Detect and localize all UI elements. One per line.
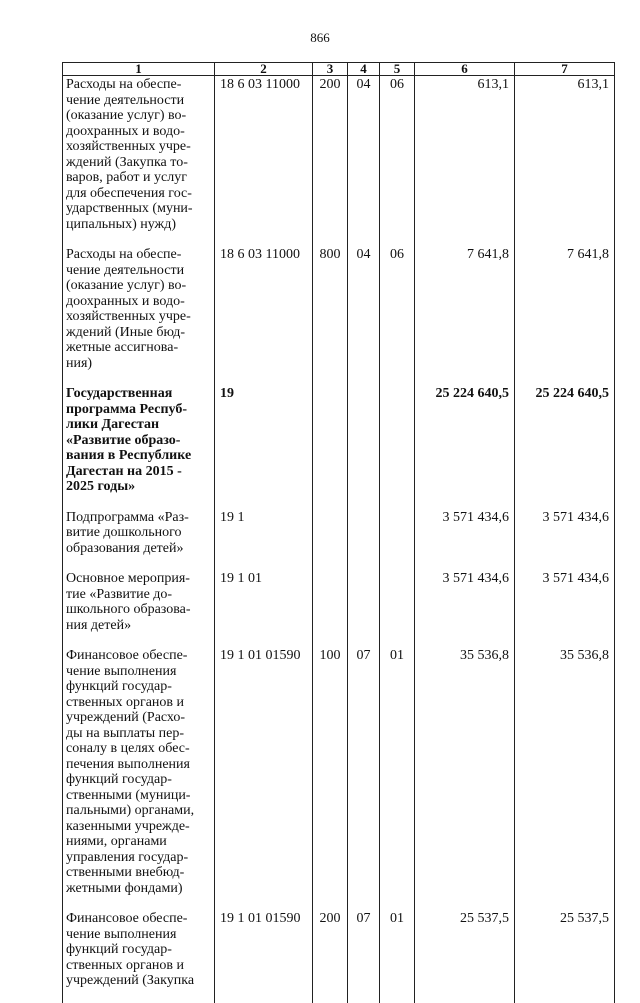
description-line: ды на выплаты пер- — [66, 725, 184, 741]
description-line: пальными) органами, — [66, 803, 195, 818]
description-line: учреждений (Закупка — [66, 973, 195, 988]
row-amount-7: 25 224 640,5 — [515, 385, 615, 509]
row-amount-7: 3 571 434,6 — [515, 570, 615, 647]
row-expense-type — [313, 509, 348, 571]
description-line: соналу в целях обес- — [66, 741, 190, 756]
col-header-3: 3 — [313, 63, 348, 76]
row-subsection — [380, 570, 415, 647]
description-line: (оказание услуг) во- — [66, 108, 187, 123]
description-line: ния детей» — [66, 617, 132, 633]
table-row — [63, 647, 615, 910]
description-line: ждений (Закупка то- — [66, 154, 188, 170]
table-row — [63, 246, 615, 385]
row-subsection: 01 — [380, 647, 415, 910]
description-line: жетными фондами) — [66, 880, 183, 896]
description-line: функций государ- — [66, 679, 172, 694]
row-description — [63, 246, 215, 385]
description-line: казенными учрежде- — [66, 818, 190, 834]
row-amount-6: 613,1 — [415, 76, 515, 247]
table-row — [63, 509, 615, 571]
row-section — [348, 509, 380, 571]
col-header-7: 7 — [515, 63, 615, 76]
description-line: управления государ- — [66, 849, 189, 865]
description-line: ждений (Иные бюд- — [66, 324, 186, 340]
table-row — [63, 76, 615, 247]
col-header-6: 6 — [415, 63, 515, 76]
description-line: тие «Развитие до- — [66, 586, 173, 602]
row-expense-type: 100 — [313, 647, 348, 910]
description-line: ципальных) нужд) — [66, 216, 177, 232]
description-line: функций государ- — [66, 772, 172, 787]
row-code: 19 1 01 01590 — [215, 647, 313, 910]
description-line: учреждений (Расхо- — [66, 710, 186, 725]
description-line: чение выполнения — [66, 663, 177, 679]
page-number: 866 — [310, 30, 330, 45]
description-line: ственными внебюд- — [66, 865, 185, 880]
description-line: Государственная — [66, 386, 173, 401]
description-line: (оказание услуг) во- — [66, 278, 187, 293]
description-line: доохранных и водо- — [66, 293, 185, 309]
row-description — [63, 76, 215, 247]
description-line: Дагестан на 2015 - — [66, 463, 182, 479]
description-line: чение выполнения — [66, 926, 177, 942]
row-section: 04 — [348, 76, 380, 247]
row-expense-type — [313, 570, 348, 647]
description-line: функций государ- — [66, 942, 172, 957]
description-line: печения выполнения — [66, 756, 190, 772]
description-line: хозяйственных учре- — [66, 139, 191, 154]
row-subsection — [380, 509, 415, 571]
row-expense-type: 200 — [313, 76, 348, 247]
row-section: 04 — [348, 246, 380, 385]
row-subsection: 06 — [380, 246, 415, 385]
description-line: ственных органов и — [66, 694, 185, 710]
description-line: Расходы на обеспе- — [66, 77, 182, 92]
row-description — [63, 910, 215, 1003]
row-amount-6: 3 571 434,6 — [415, 509, 515, 571]
row-description — [63, 647, 215, 910]
row-amount-7: 25 537,5 — [515, 910, 615, 1003]
description-line: образования детей» — [66, 540, 184, 556]
row-amount-7: 35 536,8 — [515, 647, 615, 910]
row-code: 19 1 01 01590 — [215, 910, 313, 1003]
description-line: «Развитие образо- — [66, 432, 181, 448]
row-code: 19 1 — [215, 509, 313, 571]
description-line: Расходы на обеспе- — [66, 247, 182, 262]
description-line: вания в Республике — [66, 448, 192, 463]
row-amount-6: 3 571 434,6 — [415, 570, 515, 647]
row-expense-type — [313, 385, 348, 509]
row-subsection — [380, 385, 415, 509]
description-line: витие дошкольного — [66, 525, 182, 540]
table-header-row — [63, 63, 615, 76]
description-line: чение деятельности — [66, 262, 185, 278]
row-code: 19 1 01 — [215, 570, 313, 647]
table-row — [63, 910, 615, 1003]
description-line: школьного образова- — [66, 602, 191, 617]
row-code: 19 — [215, 385, 313, 509]
table-row — [63, 385, 615, 509]
row-amount-7: 7 641,8 — [515, 246, 615, 385]
row-code: 18 6 03 11000 — [215, 246, 313, 385]
description-line: Финансовое обеспе- — [66, 648, 188, 663]
col-header-2: 2 — [215, 63, 313, 76]
row-amount-6: 25 224 640,5 — [415, 385, 515, 509]
row-subsection: 01 — [380, 910, 415, 1003]
row-amount-6: 25 537,5 — [415, 910, 515, 1003]
description-line: лики Дагестан — [66, 417, 160, 432]
row-section: 07 — [348, 910, 380, 1003]
description-line: для обеспечения гос- — [66, 185, 192, 201]
table-row — [63, 570, 615, 647]
row-amount-7: 613,1 — [515, 76, 615, 247]
description-line: Подпрограмма «Раз- — [66, 509, 189, 525]
col-header-5: 5 — [380, 63, 415, 76]
description-line: Основное мероприя- — [66, 571, 190, 586]
description-line: жетные ассигнова- — [66, 340, 179, 355]
row-amount-6: 7 641,8 — [415, 246, 515, 385]
description-line: ниями, органами — [66, 834, 167, 849]
row-section — [348, 385, 380, 509]
row-amount-7: 3 571 434,6 — [515, 509, 615, 571]
description-line: ственными (муници- — [66, 787, 191, 803]
description-line: хозяйственных учре- — [66, 309, 191, 324]
description-line: 2025 годы» — [66, 479, 136, 494]
description-line: варов, работ и услуг — [66, 170, 187, 185]
description-line: чение деятельности — [66, 92, 185, 108]
description-line: ния) — [66, 355, 93, 371]
row-section — [348, 570, 380, 647]
col-header-1: 1 — [63, 63, 215, 76]
row-amount-6: 35 536,8 — [415, 647, 515, 910]
description-line: ственных органов и — [66, 957, 185, 973]
row-section: 07 — [348, 647, 380, 910]
col-header-4: 4 — [348, 63, 380, 76]
row-expense-type: 200 — [313, 910, 348, 1003]
description-line: доохранных и водо- — [66, 123, 185, 139]
row-description — [63, 509, 215, 571]
row-subsection: 06 — [380, 76, 415, 247]
row-description — [63, 570, 215, 647]
description-line: ударственных (муни- — [66, 201, 193, 216]
description-line: Финансовое обеспе- — [66, 911, 188, 926]
row-description — [63, 385, 215, 509]
row-code: 18 6 03 11000 — [215, 76, 313, 247]
row-expense-type: 800 — [313, 246, 348, 385]
description-line: программа Респуб- — [66, 401, 187, 417]
budget-table — [62, 62, 615, 1003]
